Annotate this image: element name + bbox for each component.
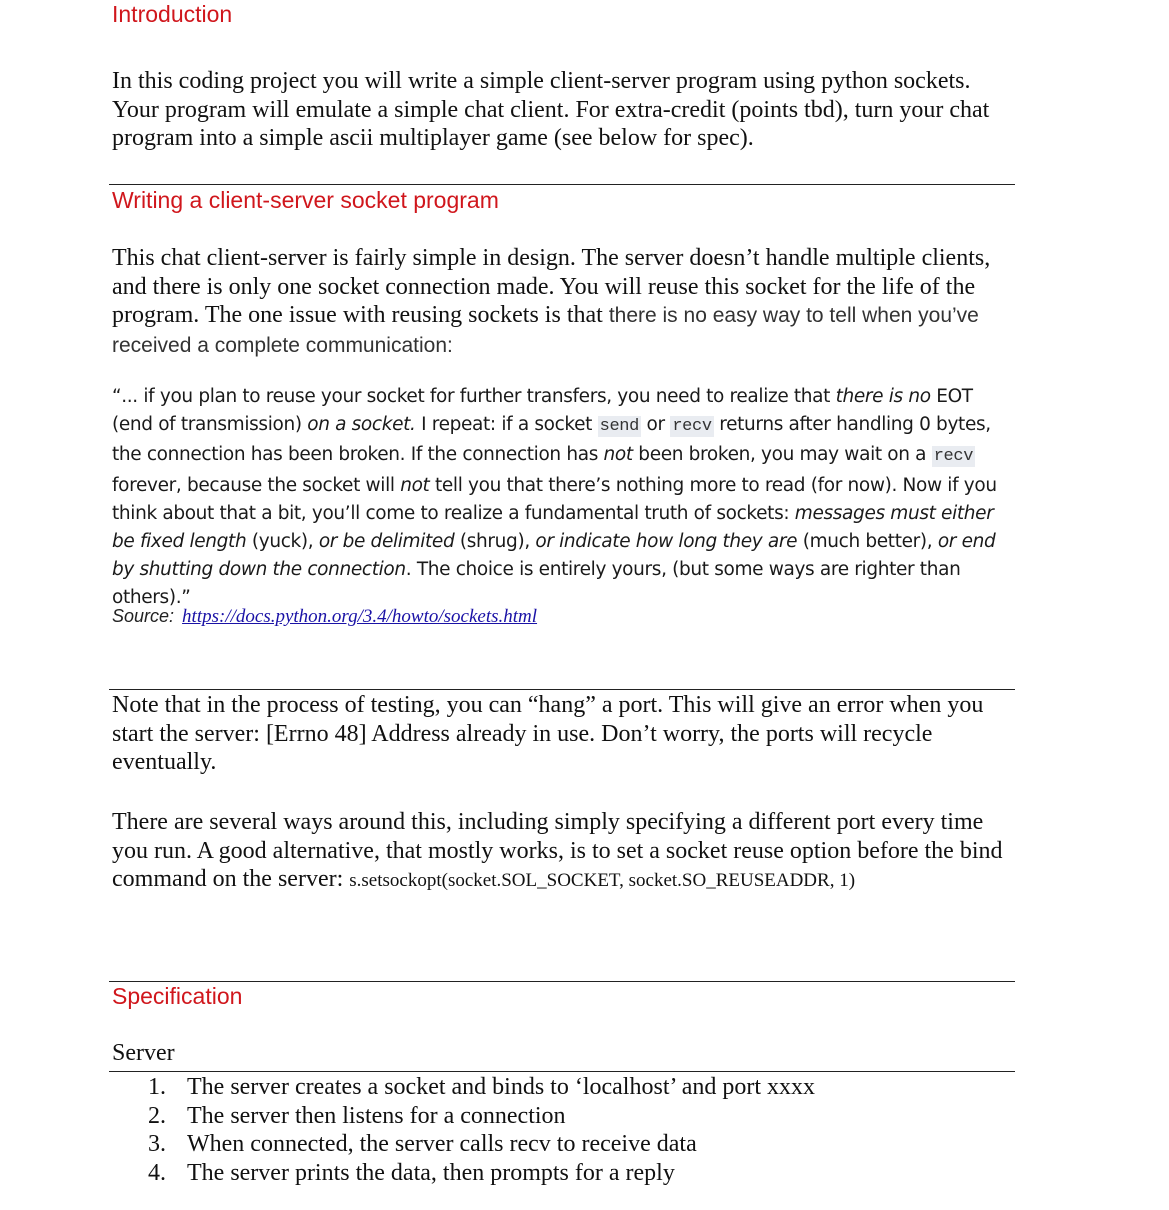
source-label: Source:: [112, 606, 175, 626]
list-item: 2. The server then listens for a connection: [148, 1102, 566, 1129]
section-divider: [109, 981, 1015, 982]
note-paragraph: Note that in the process of testing, you can “hang” a port. This will give an error when you start the server: [Errno 48] Address already in use. Don’t worry, the ports will recycle eventually.: [112, 692, 984, 776]
server-spec-list: [112, 1073, 815, 1188]
source-link[interactable]: https://docs.python.org/3.4/howto/sockets.html: [182, 606, 538, 627]
writing-paragraph: [112, 244, 1012, 361]
section-divider: [109, 184, 1015, 185]
heading-specification: Specification: [112, 983, 243, 1009]
list-item: 1. The server creates a socket and binds to ‘localhost’ and port xxxx: [148, 1074, 816, 1100]
writing-text: This chat client-server is fairly simple in design. The server doesn’t handle multiple clients, and there is only one socket connection made. You will reuse this socket for the life of the program. The one issue with reusing sockets is that: [112, 245, 991, 329]
list-item: 4. The server prints the data, then prompts for a reply: [148, 1160, 675, 1187]
setsockopt-code: s.setsockopt(socket.SOL_SOCKET, socket.SO_REUSEADDR, 1): [349, 870, 856, 892]
subheading-divider: [109, 1071, 1015, 1072]
heading-introduction: Introduction: [112, 1, 233, 27]
writing-text-sans: there is no easy way to tell when you’ve received a complete communication:: [112, 304, 979, 358]
subheading-server: Server: [112, 1040, 175, 1066]
reuse-paragraph: There are several ways around this, including simply specifying a different port every time you run. A good alternative, that mostly works, is to set a socket reuse option before the bind command on the server: s.setsockopt(socket.SOL_SOCKET, socket.SO_REUSEADDR, 1): [112, 809, 1003, 893]
code-recv: recv: [933, 447, 974, 467]
code-send: send: [599, 417, 640, 437]
list-item: 3. When connected, the server calls recv to receive data: [148, 1131, 697, 1158]
python-docs-quote: “... if you plan to reuse your socket for further transfers, you need to realize that there is no EOT (end of transmission) on a socket. I repeat: if a socket send or recv returns after handling 0 bytes, the connection has been broken. If the connection has not been broken, you may wait on a recv forever, because the socket will not tell you that there’s nothing more to read (for now). Now if you think about that a bit, you’ll come to realize a fundamental truth of sockets: messages must either be fixed length (yuck), or be delimited (shrug), or indicate how long they are (much better), or end by shutting down the connection. The choice is entirely yours, (but some ways are righter than others).”: [112, 386, 997, 609]
section-divider: [109, 689, 1015, 690]
intro-paragraph: In this coding project you will write a simple client-server program using python sockets. Your program will emulate a simple chat client. For extra-credit (points tbd), turn your chat program into a simple ascii multiplayer game (see below for spec).: [112, 68, 990, 152]
quote-source: [112, 606, 537, 628]
code-recv: recv: [672, 417, 712, 437]
heading-writing: Writing a client-server socket program: [112, 187, 499, 213]
